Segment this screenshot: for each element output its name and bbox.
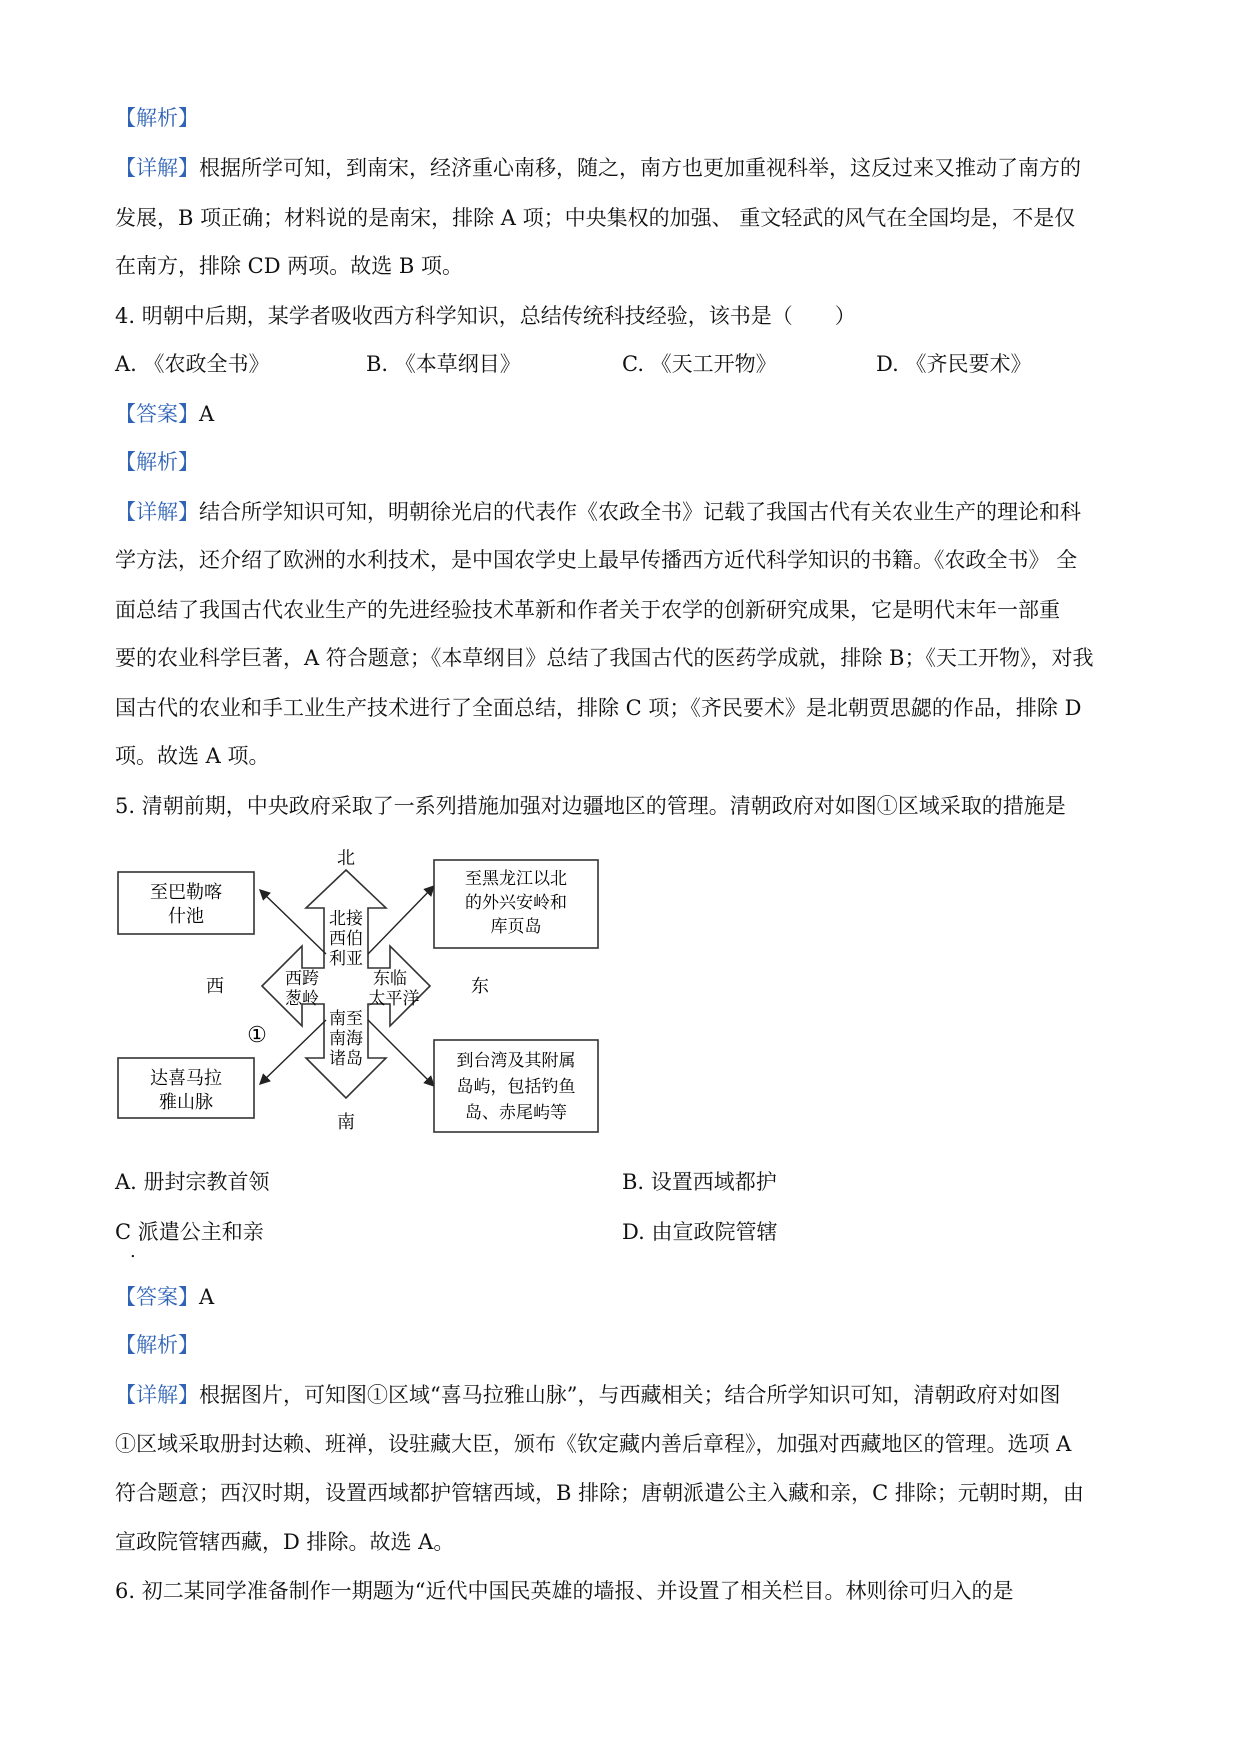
east-arrow-line-2: 太平洋 [368, 989, 420, 1009]
box-ne-line-1: 至黑龙江以北 [465, 869, 567, 889]
south-arrow-line-3: 诸岛 [329, 1049, 363, 1069]
box-se-line-2: 岛屿，包括钓鱼 [456, 1077, 576, 1097]
q4-detail-line-6: 项。故选 A 项。 [115, 744, 270, 768]
q5-option-c: C 派遣公主和亲 [115, 1220, 264, 1244]
box-ne-line-2: 的外兴安岭和 [465, 893, 567, 913]
dir-north: 北 [337, 848, 355, 869]
west-arrow-line-2: 葱岭 [285, 989, 319, 1009]
q3-detail-line-1: 【详解】根据所学可知，到南宋，经济重心南移，随之，南方也更加重视科举，这反过来又推动了南方的 [115, 156, 1081, 180]
pointer-ne [368, 886, 434, 954]
q5-detail-line-2: ①区域采取册封达赖、班禅，设驻藏大臣，颁布《钦定藏内善后章程》，加强对西藏地区的管理。选项 A [115, 1432, 1072, 1456]
q4-option-c: C. 《天工开物》 [622, 352, 777, 376]
box-nw-line-2: 什池 [168, 906, 204, 927]
q4-detail-line-4: 要的农业科学巨著，A 符合题意；《本草纲目》总结了我国古代的医药学成就，排除 B；《天工开物》，对我 [115, 646, 1094, 670]
q5-analysis-tag: 【解析】 [115, 1333, 199, 1357]
east-arrow-line-1: 东临 [373, 969, 407, 989]
west-arrow-line-1: 西跨 [285, 969, 319, 989]
q4-detail-line-3: 面总结了我国古代农业生产的先进经验技术革新和作者关于农学的创新研究成果，它是明代末年一部重 [115, 598, 1060, 622]
q5-answer-tag: 【答案】 [115, 1285, 199, 1309]
q5-stem: 5. 清朝前期，中央政府采取了一系列措施加强对边疆地区的管理。清朝政府对如图①区域采取的措施是 [115, 794, 1066, 818]
q6-stem: 6. 初二某同学准备制作一期题为“近代中国民英雄的墙报、并设置了相关栏目。林则徐可归入的是 [115, 1579, 1014, 1603]
q4-answer-tag: 【答案】 [115, 402, 199, 426]
territory-diagram [112, 842, 602, 1134]
box-sw-line-2: 雅山脉 [159, 1092, 213, 1113]
q5-option-b: B. 设置西域都护 [622, 1170, 777, 1194]
q5-answer: 【答案】A [115, 1285, 215, 1309]
q3-detail-line-2: 发展，B 项正确；材料说的是南宋，排除 A 项；中央集权的加强、 重文轻武的风气在全国均是，不是仅 [115, 206, 1076, 230]
q3-detail-tag: 【详解】 [115, 156, 199, 180]
q5-detail-line-1: 【详解】根据图片，可知图①区域“喜马拉雅山脉”，与西藏相关；结合所学知识可知，清朝政府对如图 [115, 1383, 1061, 1407]
stray-dot: . [130, 1241, 136, 1262]
box-sw-line-1: 达喜马拉 [150, 1068, 222, 1089]
q4-detail-line-5: 国古代的农业和手工业生产技术进行了全面总结，排除 C 项；《齐民要术》是北朝贾思勰的作品，排除 D [115, 696, 1082, 720]
marker-1: ① [247, 1023, 267, 1048]
north-arrow-line-1: 北接 [329, 909, 363, 929]
q4-detail-line-1: 【详解】结合所学知识可知，明朝徐光启的代表作《农政全书》记载了我国古代有关农业生产的理论和科 [115, 500, 1081, 524]
pointer-sw [260, 1020, 326, 1084]
q5-detail-tag: 【详解】 [115, 1383, 199, 1407]
q5-option-d: D. 由宣政院管辖 [622, 1220, 778, 1244]
q4-analysis-tag: 【解析】 [115, 450, 199, 474]
q3-analysis-tag: 【解析】 [115, 106, 199, 130]
box-se-line-3: 岛、赤尾屿等 [465, 1103, 567, 1123]
q4-stem: 4. 明朝中后期，某学者吸收西方科学知识，总结传统科技经验，该书是（ ） [115, 304, 856, 328]
q5-detail-line-3: 符合题意；西汉时期，设置西域都护管辖西域，B 排除；唐朝派遣公主入藏和亲，C 排除；元朝时期，由 [115, 1481, 1084, 1505]
pointer-se [368, 1020, 434, 1086]
q4-option-a: A. 《农政全书》 [115, 352, 270, 376]
south-arrow-line-1: 南至 [329, 1009, 363, 1029]
dir-east: 东 [471, 976, 489, 997]
q5-detail-line-4: 宣政院管辖西藏，D 排除。故选 A。 [115, 1530, 455, 1554]
q4-option-d: D. 《齐民要术》 [876, 352, 1032, 376]
south-arrow-line-2: 南海 [329, 1029, 363, 1049]
box-se-line-1: 到台湾及其附属 [456, 1051, 576, 1071]
box-ne-line-3: 库页岛 [490, 917, 542, 937]
dir-west: 西 [206, 976, 224, 997]
box-nw-line-1: 至巴勒喀 [150, 882, 222, 903]
q3-detail-line-3: 在南方，排除 CD 两项。故选 B 项。 [115, 254, 464, 278]
q4-answer: 【答案】A [115, 402, 215, 426]
dir-south: 南 [337, 1112, 355, 1133]
q4-option-b: B. 《本草纲目》 [366, 352, 521, 376]
north-arrow-line-2: 西伯 [329, 929, 363, 949]
q5-option-a: A. 册封宗教首领 [115, 1170, 270, 1194]
q4-detail-tag: 【详解】 [115, 500, 199, 524]
q4-detail-line-2: 学方法，还介绍了欧洲的水利技术，是中国农学史上最早传播西方近代科学知识的书籍。《农政全书》 全 [115, 548, 1078, 572]
north-arrow-line-3: 利亚 [329, 949, 363, 969]
